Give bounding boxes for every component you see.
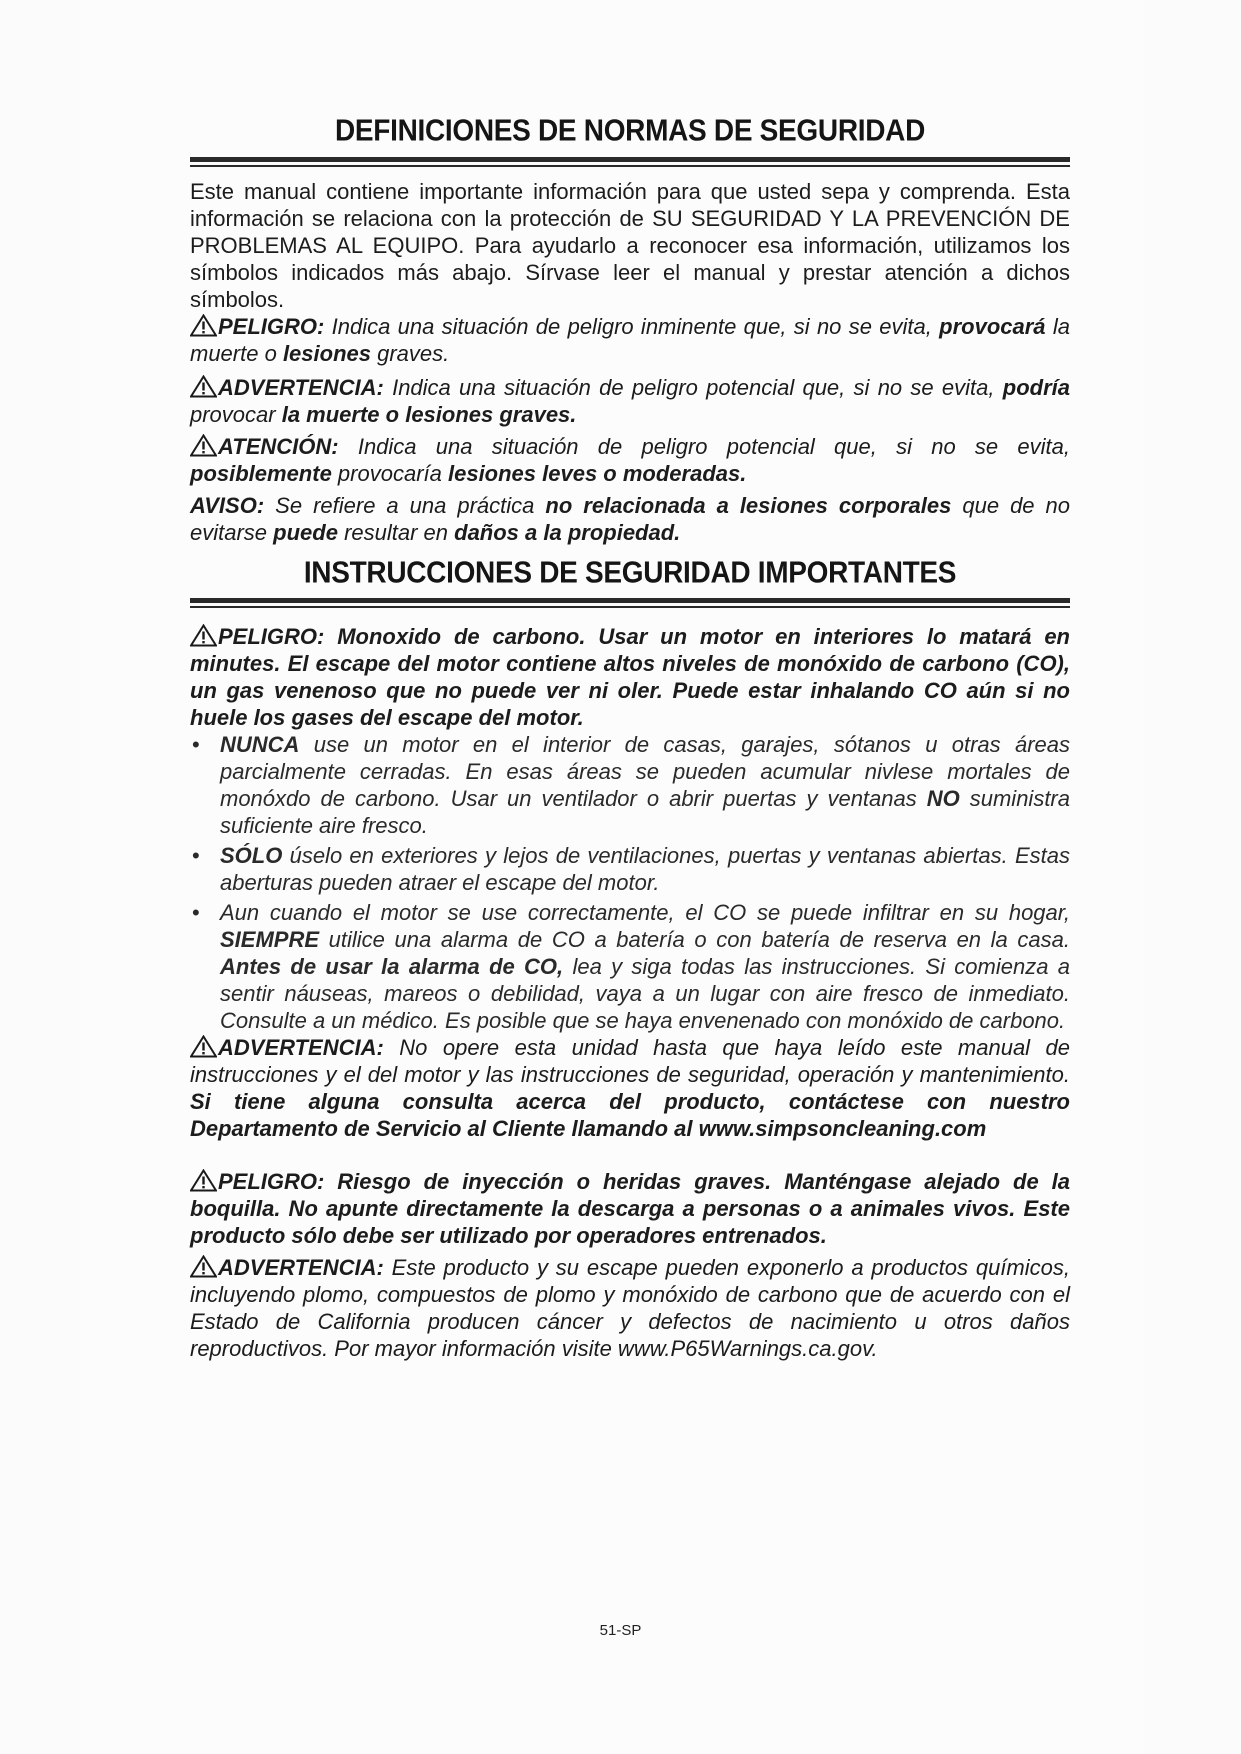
list-item: • Aun cuando el motor se use correctamente, el CO se puede infiltrar en su hogar, SIEMPRE utilice una alarma de CO a batería o con batería de reserva en la casa. Antes de usar la alarma de CO, lea y siga todas las instrucciones. Si comienza a sentir náuseas, mareos o debilidad, vaya a un lugar con aire fresco de inmediato. Consulte a un médico. Es posible que se haya envenenado con monóxido de carbono.: [192, 900, 1070, 1033]
warning-triangle-icon: [190, 314, 217, 337]
intro-paragraph: [190, 178, 1070, 313]
prop65-warning: ADVERTENCIA: Este producto y su escape pueden exponerlo a productos químicos, incluyendo plomo, compuestos de plomo y monóxido de carbono que de acuerdo con el Estado de California producen cáncer y defectos de nacimiento u otros daños reproductivos. Por mayor información visite www.P65Warnings.ca.gov.: [190, 1255, 1070, 1361]
def-aviso: AVISO: Se refiere a una práctica no relacionada a lesiones corporales que de no evitarse puede resultar en daños a la propiedad.: [190, 493, 1071, 545]
page-number: 51-SP: [599, 1622, 642, 1639]
warning-triangle-icon: [190, 624, 217, 647]
warning-triangle-icon: [190, 1255, 217, 1278]
section-title-definitions: DEFINICIONES DE NORMAS DE SEGURIDAD: [335, 113, 925, 148]
injection-danger-warning: PELIGRO: Riesgo de inyección o heridas graves. Manténgase alejado de la boquilla. No apunte directamente la descarga a personas o a animales vivos. Este producto sólo debe ser utilizado por operadores entrenados.: [190, 1169, 1070, 1248]
intro-text: Este manual contiene importante información para que usted sepa y comprenda. Esta información se relaciona con la protección de SU SEGURIDAD Y LA PREVENCIÓN DE PROBLEMAS AL EQUIPO. Para ayudarlo a reconocer esa información, utilizamos los símbolos indicados más abajo. Sírvase leer el manual y prestar atención a dichos símbolos.: [190, 179, 1070, 312]
co-bullet-list: [190, 731, 1070, 1034]
title-rule: [190, 157, 1070, 167]
title-rule: [190, 598, 1070, 608]
warning-triangle-icon: [190, 434, 217, 457]
list-item: • SÓLO úselo en exteriores y lejos de ventilaciones, puertas y ventanas abiertas. Estas aberturas pueden atraer el escape del motor.: [192, 843, 1070, 895]
warning-triangle-icon: [190, 1035, 217, 1058]
adv-manual-warning: ADVERTENCIA: No opere esta unidad hasta que haya leído este manual de instrucciones y el del motor y las instrucciones de seguridad, operación y mantenimiento. Si tiene alguna consulta acerca del producto, contáctese con nuestro Departamento de Servicio al Cliente llamando al www.simpsoncleaning.com: [190, 1035, 1070, 1141]
warning-triangle-icon: [190, 1169, 217, 1192]
section-title-instructions: INSTRUCCIONES DE SEGURIDAD IMPORTANTES: [303, 555, 957, 590]
def-advertencia: ADVERTENCIA: Indica una situación de peligro potencial que, si no se evita, podría provocar la muerte o lesiones graves.: [190, 375, 1070, 427]
def-atencion: ATENCIÓN: Indica una situación de peligro potencial que, si no se evita, posiblemente provocaría lesiones leves o moderadas.: [190, 434, 1070, 486]
co-danger-warning: PELIGRO: Monoxido de carbono. Usar un motor en interiores lo matará en minutes. El escape del motor contiene altos niveles de monóxido de carbono (CO), un gas venenoso que no puede ver ni oler. Puede estar inhalando CO aún si no huele los gases del escape del motor.: [190, 624, 1070, 730]
def-peligro: PELIGRO: Indica una situación de peligro inminente que, si no se evita, provocará la muerte o lesiones graves.: [190, 314, 1070, 366]
list-item: • NUNCA use un motor en el interior de casas, garajes, sótanos u otras áreas parcialmente cerradas. En esas áreas se pueden acumular nivlese mortales de monóxdo de carbono. Usar un ventilador o abrir puertas y ventanas NO suministra suficiente aire fresco.: [192, 732, 1070, 838]
warning-triangle-icon: [190, 375, 217, 398]
